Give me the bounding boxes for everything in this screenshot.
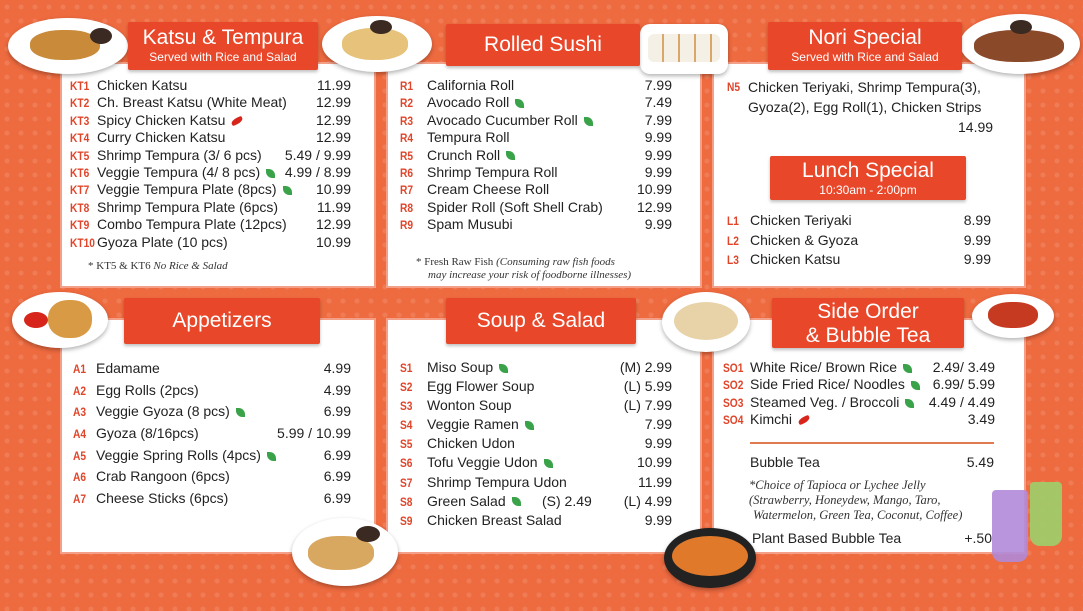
sushi-note (416, 256, 631, 282)
item-name-wrap (427, 377, 534, 396)
item-name-wrap (97, 112, 243, 129)
item-code: R8 (400, 200, 414, 215)
item-price: 6.99 (323, 490, 351, 507)
menu-item (400, 181, 672, 198)
menu-item (400, 147, 672, 164)
menu-item (70, 147, 351, 164)
item-price: (L) 4.99 (623, 492, 672, 509)
item-name-wrap (427, 147, 515, 164)
item-code: R6 (400, 165, 414, 180)
katsu-note-codes: * KT5 & KT6 (88, 260, 151, 272)
item-name-wrap (427, 473, 567, 492)
item-name-wrap (750, 411, 810, 428)
sushi-title: Rolled Sushi (484, 33, 602, 56)
lunch-menu-list (727, 211, 991, 270)
item-name-wrap (427, 199, 603, 216)
item-name: Spicy Chicken Katsu (97, 111, 226, 128)
item-name-wrap (427, 77, 514, 94)
item-name-wrap (97, 129, 225, 146)
item-name-wrap (750, 394, 914, 411)
nori-price: 14.99 (958, 119, 994, 135)
menu-item (400, 492, 672, 511)
menu-item (723, 394, 995, 411)
item-price: 10.99 (636, 454, 672, 471)
item-name-wrap (97, 77, 187, 94)
soup-bowl-image (664, 528, 756, 588)
item-name-wrap (427, 358, 508, 377)
item-price: 11.99 (317, 198, 351, 215)
item-code: KT2 (70, 96, 90, 111)
item-name: Edamame (96, 360, 160, 376)
side-title-line2: & Bubble Tea (805, 324, 931, 347)
katsu-banner (128, 22, 318, 70)
menu-item (723, 411, 995, 428)
item-name: Chicken Teriyaki (750, 212, 852, 228)
item-name-wrap (97, 234, 228, 251)
spicy-pepper-icon (797, 415, 810, 426)
sushi-note-warning-2: may increase your risk of foodborne illnesses) (428, 269, 632, 281)
item-code: S6 (400, 456, 413, 471)
item-name: Veggie Gyoza (8 pcs) (96, 403, 230, 420)
item-price: 5.49 / 9.99 (284, 146, 351, 163)
plant-bubble-tea-price: +.50 (964, 530, 992, 546)
item-code: S9 (400, 513, 413, 528)
item-name-wrap (96, 488, 228, 510)
item-code: A7 (73, 492, 87, 507)
item-price: (L) 7.99 (623, 397, 672, 414)
item-price: 11.99 (317, 77, 351, 93)
plant-bubble-tea-label: Plant Based Bubble Tea (752, 530, 902, 546)
green-tea-bubble-tea-image (1030, 482, 1062, 546)
item-name: Avocado Cucumber Roll (427, 111, 578, 128)
item-code: S3 (400, 399, 413, 414)
item-name: California Roll (427, 77, 515, 93)
nori-banner (768, 22, 962, 70)
bubble-choice-line1: *Choice of Tapioca or Lychee Jelly (749, 478, 926, 492)
item-price: 9.99 (644, 435, 672, 452)
item-code: KT9 (70, 218, 90, 233)
spicy-pepper-icon (231, 116, 244, 127)
menu-item (70, 112, 351, 129)
item-name: Chicken Katsu (97, 77, 188, 93)
menu-item (727, 231, 991, 251)
soup-banner (446, 298, 636, 344)
item-code: A5 (73, 448, 87, 463)
bubble-choice-line3: Watermelon, Green Tea, Coconut, Coffee) (753, 508, 963, 522)
item-name-wrap (97, 164, 275, 181)
katsu-subtitle: Served with Rice and Salad (149, 50, 297, 64)
item-code: R7 (400, 183, 414, 198)
item-name-wrap (427, 181, 549, 198)
item-code: KT8 (70, 200, 90, 215)
item-code: KT6 (70, 165, 90, 180)
menu-item (70, 181, 351, 198)
item-name-wrap (97, 94, 287, 111)
item-code: R2 (400, 96, 414, 111)
item-code: SO2 (723, 378, 744, 393)
menu-item (70, 164, 351, 181)
menu-item (723, 359, 995, 376)
sushi-banner (446, 24, 640, 66)
side-title-line1: Side Order (817, 300, 919, 323)
egg-rolls-image (12, 292, 108, 348)
side-banner (772, 298, 964, 348)
item-name-wrap (96, 401, 245, 423)
item-code: KT3 (70, 113, 90, 128)
item-name: Green Salad (427, 492, 506, 509)
appetizers-title: Appetizers (172, 309, 272, 332)
menu-item (400, 415, 672, 434)
item-name-wrap (97, 216, 287, 233)
vegetarian-leaf-icon (267, 452, 276, 461)
item-name-wrap (427, 453, 553, 472)
item-price: 6.99 (323, 403, 351, 420)
vegetarian-leaf-icon (911, 381, 920, 390)
item-name: Veggie Tempura (4/ 8 pcs) (97, 163, 261, 180)
item-price: 2.49/ 3.49 (932, 359, 995, 375)
menu-item (70, 94, 351, 111)
item-name-wrap (427, 415, 534, 434)
bubble-tea-label: Bubble Tea (750, 454, 820, 470)
item-small-price: (S) 2.49 (542, 492, 592, 509)
menu-item (73, 380, 351, 402)
item-name: Chicken Udon (427, 435, 515, 452)
nori-line2: Gyoza(2), Egg Roll(1), Chicken Strips (748, 99, 982, 115)
menu-item (73, 401, 351, 423)
item-name: Egg Flower Soup (427, 378, 535, 395)
plant-bubble-tea-row (752, 530, 992, 548)
item-name-wrap (427, 492, 521, 511)
vegetarian-leaf-icon (512, 497, 521, 506)
menu-item (400, 511, 672, 530)
item-price: 10.99 (315, 233, 351, 250)
item-code: R1 (400, 79, 414, 93)
item-price: 9.99 (644, 216, 672, 233)
item-name: Chicken & Gyoza (750, 231, 859, 248)
item-price: 12.99 (636, 198, 672, 215)
item-name: Veggie Spring Rolls (4pcs) (96, 446, 261, 463)
item-price: 9.99 (644, 146, 672, 163)
katsu-title: Katsu & Tempura (142, 26, 304, 49)
item-price: 4.99 (323, 381, 351, 398)
vegetarian-leaf-icon (499, 364, 508, 373)
item-code: A2 (73, 383, 87, 398)
bubble-choice-note (749, 478, 962, 523)
menu-item (73, 466, 351, 488)
menu-item (400, 112, 672, 129)
item-code: S7 (400, 475, 413, 490)
menu-item (73, 488, 351, 510)
item-code: S5 (400, 437, 413, 452)
menu-item (400, 473, 672, 492)
item-name-wrap (97, 199, 278, 216)
item-code: S2 (400, 380, 413, 395)
item-name-wrap (96, 445, 276, 467)
item-name-wrap (97, 181, 292, 198)
katsu-note (88, 260, 228, 272)
menu-item (400, 216, 672, 233)
item-name: Combo Tempura Plate (12pcs) (97, 216, 287, 233)
item-name: Tempura Roll (427, 129, 510, 146)
item-name: Kimchi (750, 411, 793, 428)
item-name: Egg Rolls (2pcs) (96, 381, 199, 398)
item-name-wrap (97, 147, 262, 164)
item-name: Curry Chicken Katsu (97, 129, 226, 146)
menu-item (727, 211, 991, 231)
menu-item (400, 164, 672, 181)
gyoza-plate-image (292, 518, 398, 586)
vegetarian-leaf-icon (283, 186, 292, 195)
soup-menu-list (400, 358, 672, 530)
item-price: 12.99 (315, 129, 351, 146)
item-price: 4.99 / 8.99 (284, 163, 351, 180)
item-code: S4 (400, 418, 413, 433)
menu-item (70, 234, 351, 251)
item-price: 6.99/ 5.99 (932, 376, 995, 393)
item-name-wrap (750, 231, 858, 251)
item-code: SO4 (723, 413, 744, 428)
side-menu-list (723, 359, 995, 429)
item-code: R4 (400, 131, 414, 146)
vegetarian-leaf-icon (544, 459, 553, 468)
item-code: KT4 (70, 131, 90, 146)
item-code: KT5 (70, 148, 90, 163)
item-price: 3.49 (967, 411, 995, 428)
item-name-wrap (427, 434, 515, 453)
item-price: 8.99 (963, 212, 991, 228)
sushi-menu-list (400, 77, 672, 234)
menu-item (70, 129, 351, 146)
item-name-wrap (427, 112, 593, 129)
item-price: 7.99 (644, 111, 672, 128)
item-name: Spider Roll (Soft Shell Crab) (427, 198, 603, 215)
item-code: L1 (727, 214, 739, 228)
menu-item (400, 453, 672, 472)
item-code: R5 (400, 148, 414, 163)
item-name: Miso Soup (427, 359, 494, 375)
item-name-wrap (427, 396, 512, 415)
menu-item (73, 358, 351, 380)
nori-subtitle: Served with Rice and Salad (791, 50, 939, 64)
item-price: 4.49 / 4.49 (928, 393, 995, 410)
item-price: 7.99 (644, 77, 672, 93)
item-name-wrap (750, 250, 840, 270)
lunch-title: Lunch Special (802, 159, 934, 182)
katsu-menu-list (70, 77, 351, 251)
item-price: 12.99 (315, 111, 351, 128)
menu-item (400, 94, 672, 111)
item-name-wrap (427, 94, 524, 111)
nori-code: N5 (727, 80, 741, 94)
menu-item (73, 423, 351, 445)
item-name: Wonton Soup (427, 397, 512, 414)
item-code: S8 (400, 494, 413, 509)
item-name: Veggie Tempura Plate (8pcs) (97, 181, 277, 198)
item-name: Avocado Roll (427, 94, 510, 111)
item-code: KT10 (70, 235, 95, 250)
item-price: 11.99 (638, 473, 672, 490)
item-price: 9.99 (644, 129, 672, 146)
item-price: 12.99 (315, 216, 351, 233)
item-name: White Rice/ Brown Rice (750, 359, 898, 375)
item-price: 9.99 (963, 231, 991, 248)
appetizers-menu-list (73, 358, 351, 510)
item-name: Cheese Sticks (6pcs) (96, 490, 229, 507)
tempura-plate-image (322, 16, 432, 72)
item-code: KT7 (70, 183, 90, 198)
item-name-wrap (96, 423, 199, 445)
item-name-wrap (427, 129, 509, 146)
katsu-plate-image (8, 18, 128, 74)
menu-item (400, 434, 672, 453)
item-price: 10.99 (315, 181, 351, 198)
nori-title: Nori Special (808, 26, 922, 49)
item-name: Shrimp Tempura Plate (6pcs) (97, 198, 279, 215)
katsu-note-text: No Rice & Salad (153, 260, 228, 272)
item-name-wrap (427, 164, 557, 181)
menu-item (400, 77, 672, 94)
item-code: R3 (400, 113, 414, 128)
vegetarian-leaf-icon (905, 399, 914, 408)
menu-item (723, 376, 995, 393)
item-name: Shrimp Tempura Udon (427, 473, 567, 490)
item-name-wrap (750, 359, 912, 376)
item-code: S1 (400, 361, 413, 375)
appetizers-banner (124, 298, 320, 344)
vegetarian-leaf-icon (903, 364, 912, 373)
item-name: Cream Cheese Roll (427, 181, 550, 198)
item-code: L2 (727, 233, 739, 248)
item-name-wrap (96, 358, 160, 380)
menu-item (70, 216, 351, 233)
sushi-note-prefix: * Fresh Raw Fish (416, 256, 494, 268)
vegetarian-leaf-icon (515, 99, 524, 108)
item-name: Crab Rangoon (6pcs) (96, 468, 230, 485)
nori-line1: Chicken Teriyaki, Shrimp Tempura(3), (748, 79, 981, 95)
vegetarian-leaf-icon (506, 151, 515, 160)
item-code: R9 (400, 218, 414, 233)
lunch-banner (770, 156, 966, 200)
item-name: Spam Musubi (427, 216, 513, 233)
bubble-tea-price: 5.49 (966, 454, 994, 470)
menu-item (70, 77, 351, 94)
item-price: 9.99 (644, 163, 672, 180)
item-name-wrap (96, 380, 199, 402)
item-code: A6 (73, 470, 87, 485)
item-name: Gyoza Plate (10 pcs) (97, 233, 228, 250)
sushi-rolls-image (640, 24, 728, 74)
item-price: 5.99 / 10.99 (277, 425, 351, 442)
item-name-wrap (96, 466, 230, 488)
item-name: Steamed Veg. / Broccoli (750, 393, 900, 410)
menu-item (400, 129, 672, 146)
item-code: KT1 (70, 79, 90, 93)
sushi-note-warning: (Consuming raw fish foods (496, 256, 615, 268)
item-name-wrap (427, 216, 513, 233)
vegetarian-leaf-icon (266, 169, 275, 178)
item-code: L3 (727, 253, 739, 267)
nori-plate-image (960, 14, 1080, 74)
bubble-choice-line2: (Strawberry, Honeydew, Mango, Taro, (749, 493, 941, 507)
nori-item (727, 77, 1017, 135)
menu-item (73, 445, 351, 467)
item-name-wrap (750, 376, 920, 393)
item-name: Veggie Ramen (427, 416, 519, 433)
item-name: Tofu Veggie Udon (427, 454, 538, 471)
item-price: 9.99 (644, 511, 672, 528)
item-price: 6.99 (323, 468, 351, 485)
soup-title: Soup & Salad (476, 309, 606, 332)
menu-item (400, 396, 672, 415)
item-name: Chicken Katsu (750, 251, 841, 267)
kimchi-plate-image (972, 294, 1054, 338)
item-code: SO1 (723, 361, 744, 375)
item-price: (L) 5.99 (623, 378, 672, 395)
vegetarian-leaf-icon (236, 408, 245, 417)
item-price: 7.49 (644, 94, 672, 111)
item-name: Ch. Breast Katsu (White Meat) (97, 94, 287, 111)
item-price: (M) 2.99 (619, 359, 672, 375)
item-code: A3 (73, 405, 87, 420)
item-price: 4.99 (323, 360, 351, 376)
menu-item (400, 377, 672, 396)
item-name: Side Fried Rice/ Noodles (750, 376, 905, 393)
vegetarian-leaf-icon (584, 117, 593, 126)
item-price: 12.99 (315, 94, 351, 111)
item-name-wrap (427, 511, 562, 530)
item-name: Shrimp Tempura Roll (427, 163, 558, 180)
item-name: Chicken Breast Salad (427, 511, 562, 528)
item-price: 10.99 (636, 181, 672, 198)
side-divider (750, 442, 994, 444)
item-price: 6.99 (323, 446, 351, 463)
item-name: Shrimp Tempura (3/ 6 pcs) (97, 146, 262, 163)
item-name-wrap (750, 211, 852, 231)
ramen-bowl-image (662, 292, 750, 352)
menu-item (400, 199, 672, 216)
vegetarian-leaf-icon (525, 421, 534, 430)
item-code: A1 (73, 362, 87, 376)
item-price: 7.99 (644, 416, 672, 433)
item-code: A4 (73, 427, 87, 442)
bubble-tea-row (750, 454, 994, 472)
menu-item (727, 250, 991, 270)
item-price: 9.99 (963, 251, 991, 267)
lunch-subtitle: 10:30am - 2:00pm (819, 183, 917, 197)
menu-item (400, 358, 672, 377)
menu-item (70, 199, 351, 216)
item-name: Gyoza (8/16pcs) (96, 425, 199, 442)
item-name: Crunch Roll (427, 146, 501, 163)
item-code: SO3 (723, 395, 744, 410)
taro-bubble-tea-image (992, 490, 1028, 562)
